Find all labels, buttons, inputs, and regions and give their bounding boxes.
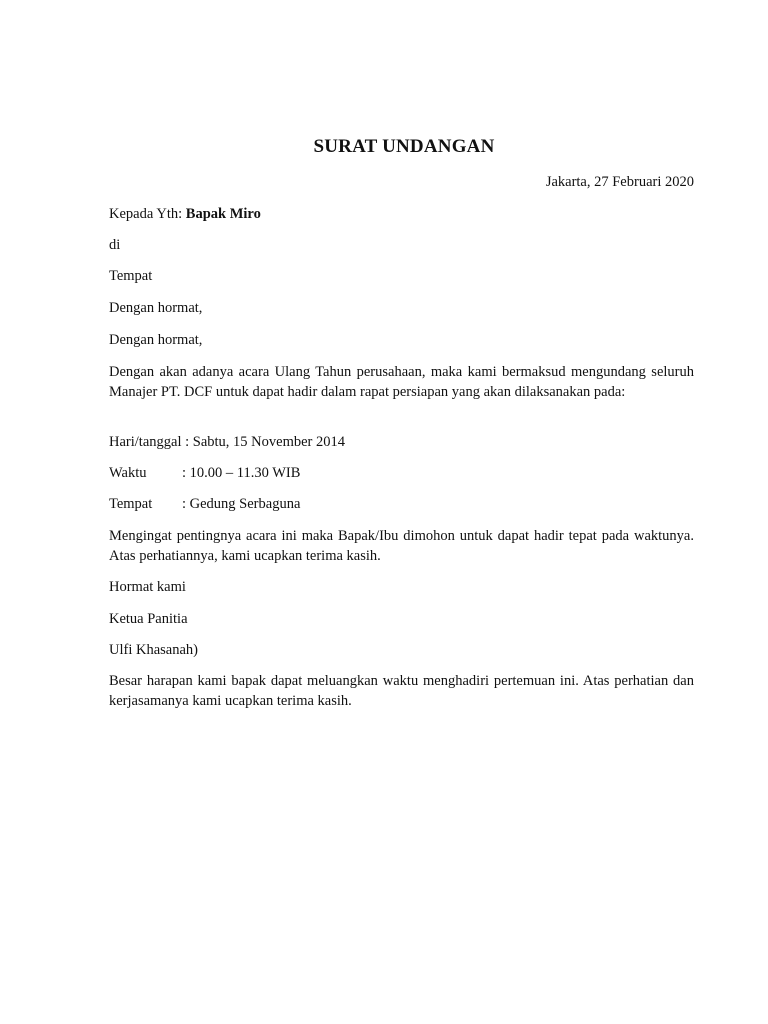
regards-line: Hormat kami — [109, 579, 186, 595]
detail-place-label: Tempat — [109, 496, 153, 512]
position-line: Ketua Panitia — [109, 611, 188, 627]
detail-place — [109, 494, 694, 514]
recipient-place: Tempat — [109, 268, 153, 284]
greeting-second: Dengan hormat, — [109, 332, 203, 348]
signer-name: Ulfi Khasanah) — [109, 642, 198, 658]
detail-place-value: : Gedung Serbaguna — [182, 496, 301, 512]
detail-day-value: : Sabtu, 15 November 2014 — [185, 434, 345, 450]
detail-day — [109, 432, 694, 452]
detail-day-label: Hari/tanggal — [109, 434, 182, 450]
recipient-di: di — [109, 237, 121, 253]
intro-paragraph: Dengan akan adanya acara Ulang Tahun perusahaan, maka kami bermaksud mengundang seluruh Manajer PT. DCF untuk dapat hadir dalam rapat persiapan yang akan dilaksanakan pada: — [109, 364, 694, 400]
detail-time-value: : 10.00 – 11.30 WIB — [182, 465, 301, 481]
letter-date: Jakarta, 27 Februari 2020 — [545, 174, 694, 190]
recipient-prefix: Kepada Yth: — [109, 206, 186, 222]
recipient-name: Bapak Miro — [185, 206, 261, 222]
greeting-first: Dengan hormat, — [109, 300, 203, 316]
final-paragraph: Besar harapan kami bapak dapat meluangkan waktu menghadiri pertemuan ini. Atas perhatian dan kerjasamanya kami ucapkan terima kasih. — [109, 673, 694, 709]
letter-title: SURAT UNDANGAN — [313, 136, 495, 157]
closing-paragraph: Mengingat pentingnya acara ini maka Bapak/Ibu dimohon untuk dapat hadir tepat pada waktunya. Atas perhatiannya, kami ucapkan terima kasih. — [109, 528, 694, 564]
recipient-line — [109, 204, 694, 224]
detail-time — [109, 463, 694, 483]
detail-time-label: Waktu — [109, 465, 147, 481]
